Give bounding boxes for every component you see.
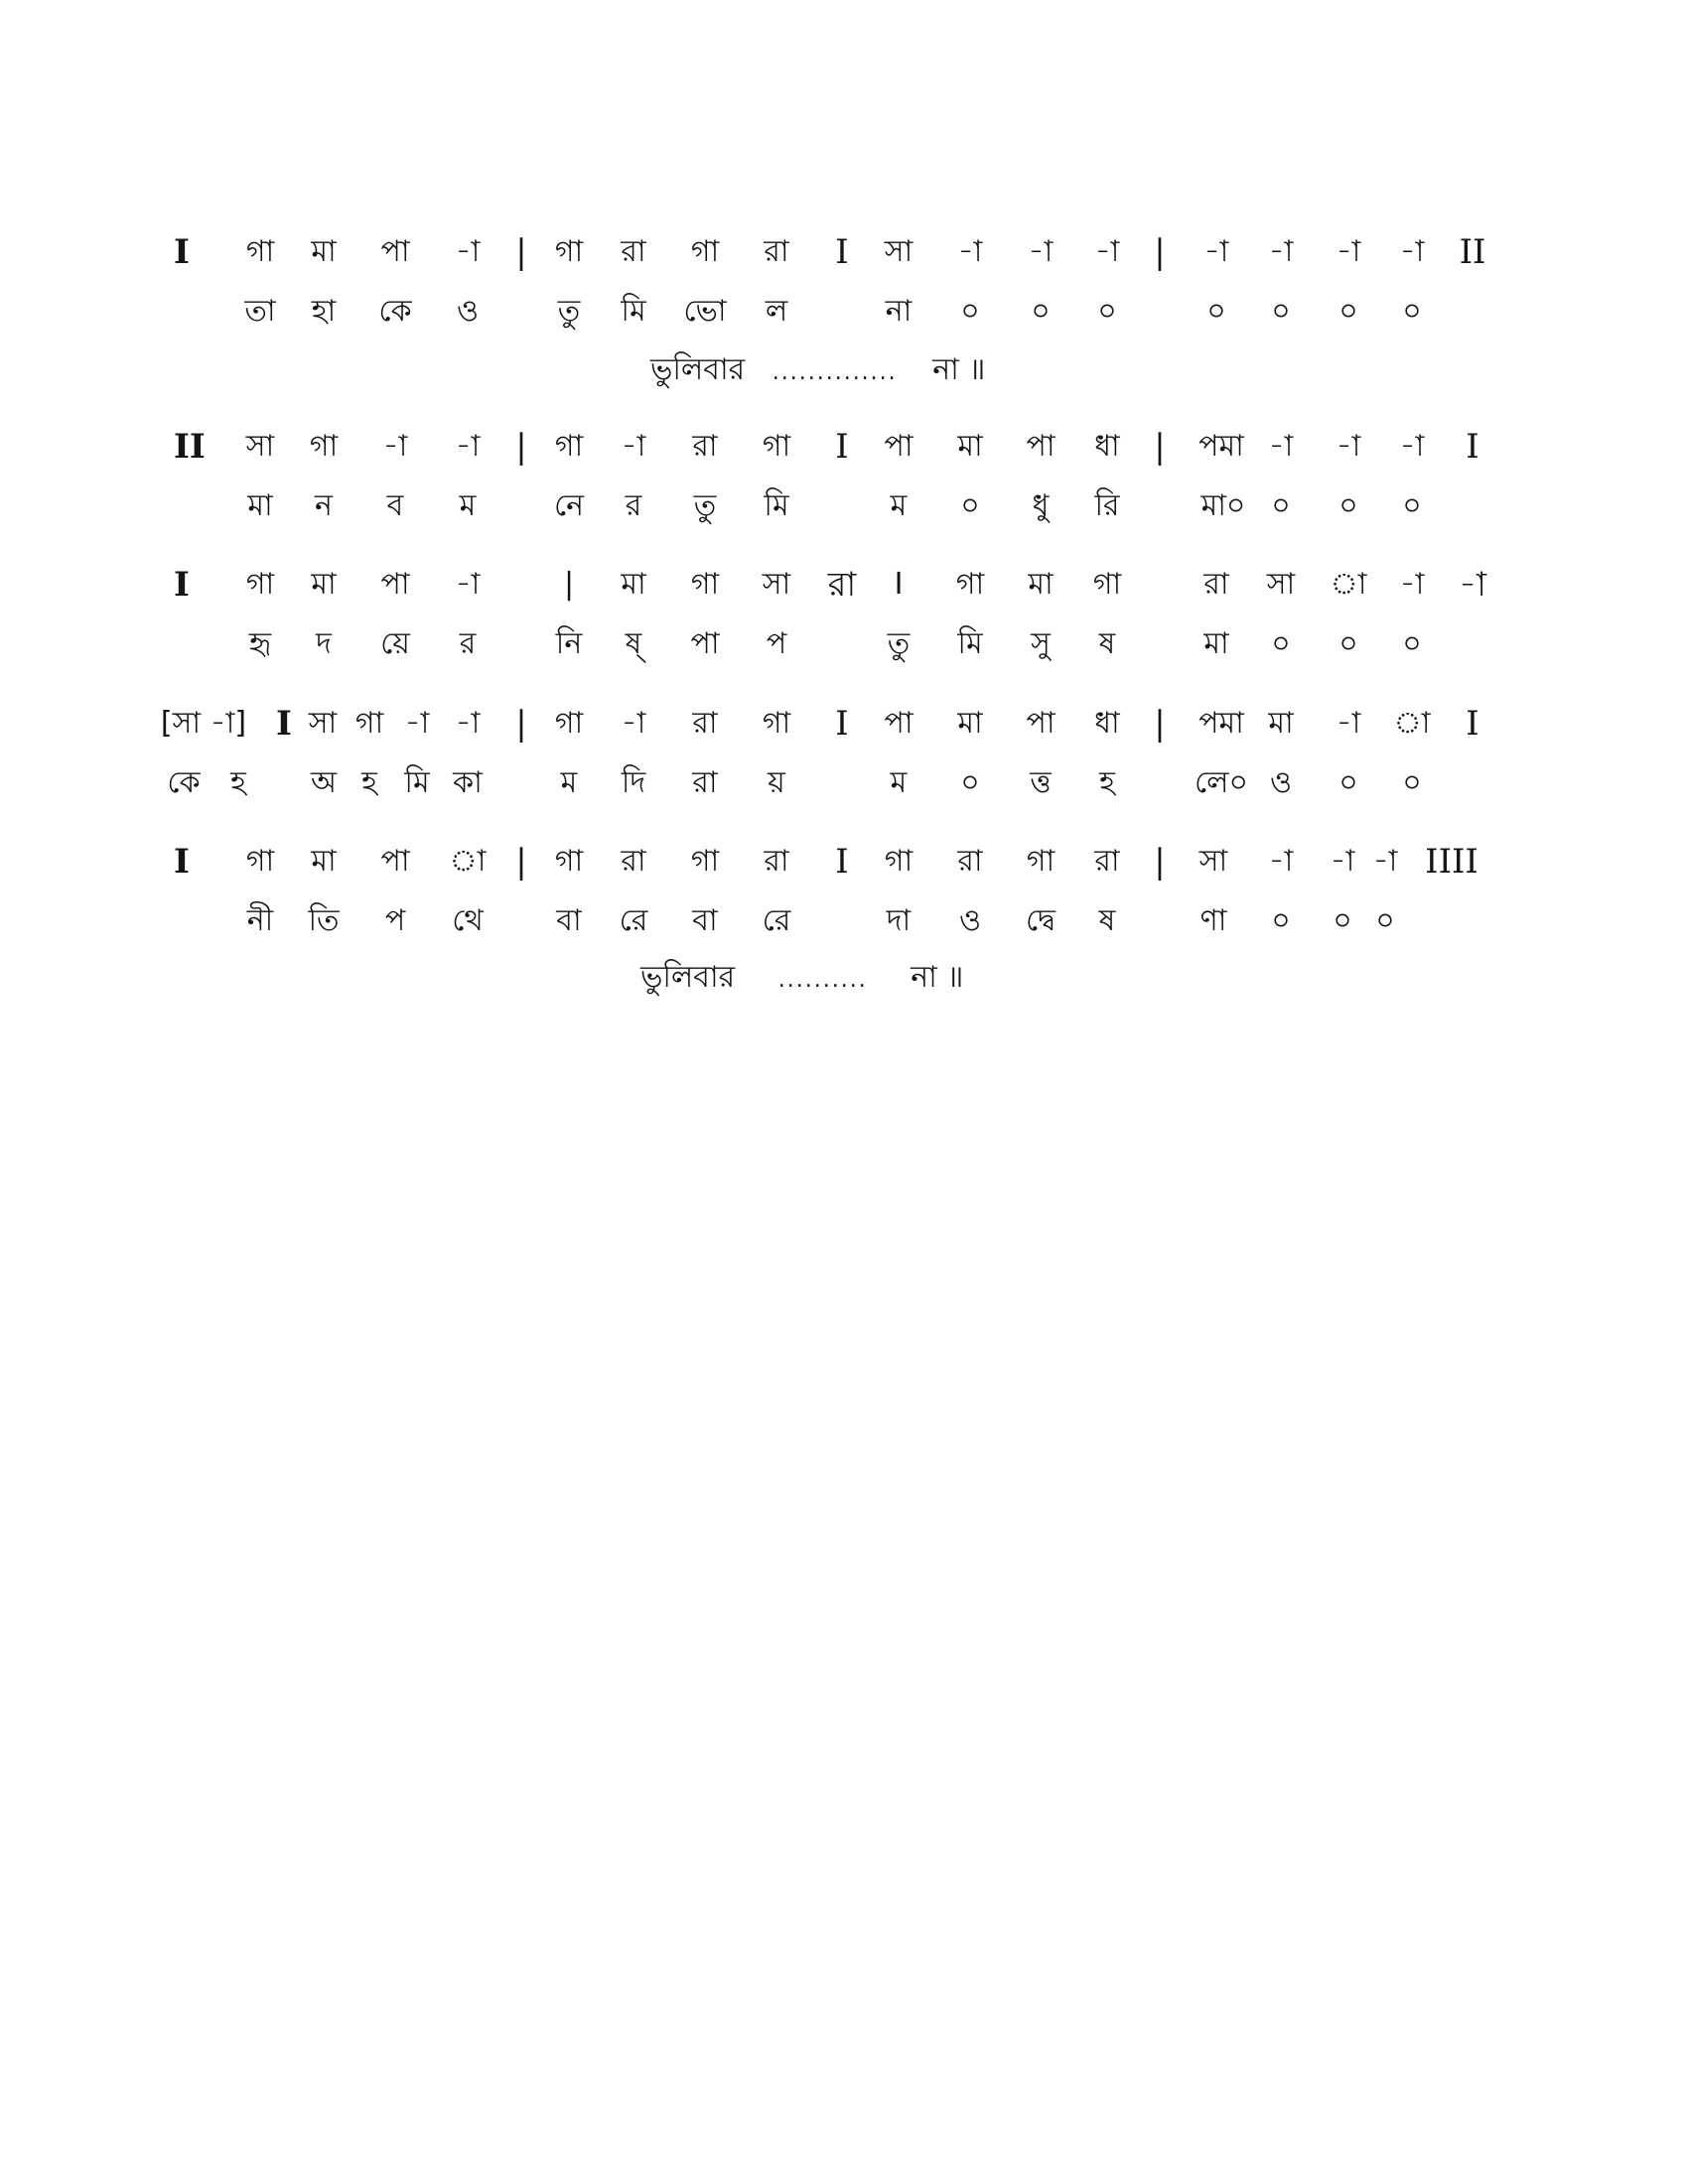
note: -া bbox=[455, 234, 481, 269]
note: পা bbox=[1026, 706, 1055, 741]
lyric-syllable: ব bbox=[386, 488, 404, 523]
note: সা bbox=[1266, 567, 1296, 602]
lyric-syllable: ণা bbox=[1199, 903, 1227, 938]
lyric-syllable: তু bbox=[557, 294, 581, 329]
line-5-lyrics bbox=[0, 891, 1688, 951]
lyric-syllable: য়ে bbox=[380, 626, 410, 661]
bar-marker: | bbox=[1154, 704, 1166, 744]
lyric-syllable: ষ্ bbox=[625, 626, 642, 661]
note: -া bbox=[621, 429, 646, 464]
note: I bbox=[894, 567, 904, 602]
note: সা bbox=[245, 429, 275, 464]
lyric-syllable: ম bbox=[890, 488, 908, 523]
note: গা bbox=[1026, 844, 1055, 879]
bar-marker: | bbox=[515, 427, 527, 467]
lyric-syllable: রে bbox=[619, 903, 648, 938]
note: রা bbox=[764, 844, 789, 879]
note: -া bbox=[1028, 234, 1054, 269]
lyric-syllable: ষ bbox=[1098, 626, 1116, 661]
note: মা bbox=[311, 844, 337, 879]
note: মা bbox=[1268, 706, 1294, 741]
lyric-syllable: ০ bbox=[1271, 626, 1291, 661]
note: রা bbox=[621, 844, 646, 879]
refrain-line bbox=[650, 341, 985, 403]
note: গা bbox=[690, 567, 720, 602]
note: -া bbox=[1330, 844, 1355, 879]
lyric-syllable: থে bbox=[452, 903, 484, 938]
lyric-syllable: ০ bbox=[1402, 294, 1422, 329]
note: -া bbox=[1336, 234, 1361, 269]
note: গা bbox=[554, 844, 584, 879]
note: পা bbox=[380, 567, 410, 602]
lyric-syllable: লে০ bbox=[1194, 765, 1249, 800]
bar-marker: | bbox=[1154, 427, 1166, 467]
lyric-syllable: ষ bbox=[1098, 903, 1116, 938]
note: রা bbox=[1203, 567, 1229, 602]
bar-marker: | bbox=[515, 704, 527, 744]
refrain-end: না ॥ bbox=[911, 960, 964, 995]
line-4-lyrics bbox=[0, 753, 1688, 813]
lyric-syllable: অ bbox=[311, 765, 337, 800]
lyric-syllable: কে bbox=[167, 765, 201, 800]
note: মা bbox=[311, 567, 337, 602]
note: -া bbox=[1336, 429, 1361, 464]
bar-marker: | bbox=[515, 232, 527, 272]
note: গা bbox=[245, 234, 275, 269]
lyric-syllable: মা bbox=[247, 488, 273, 523]
note: গা bbox=[884, 844, 914, 879]
lyric-syllable: ০ bbox=[1271, 488, 1291, 523]
lyric-syllable: দ্বে bbox=[1025, 903, 1056, 938]
lyric-syllable: ০ bbox=[1338, 294, 1358, 329]
note: গা bbox=[245, 844, 275, 879]
line-3-notes bbox=[0, 555, 1688, 614]
note: গা bbox=[690, 844, 720, 879]
bar-marker: I bbox=[835, 427, 849, 467]
note: -া bbox=[621, 706, 646, 741]
lyric-syllable: ও bbox=[456, 294, 480, 329]
note: রা bbox=[692, 706, 718, 741]
lyric-syllable: ন bbox=[315, 488, 333, 523]
lyric-syllable: না bbox=[885, 294, 913, 329]
note: সা bbox=[762, 567, 791, 602]
refrain-end: না ॥ bbox=[932, 352, 986, 387]
lyric-syllable: হ bbox=[230, 765, 246, 800]
lyric-syllable: মা০ bbox=[1200, 488, 1246, 523]
refrain-dots: .............. bbox=[772, 360, 898, 385]
lyric-syllable: ভো bbox=[683, 294, 727, 329]
note: গা bbox=[309, 429, 339, 464]
note: -া bbox=[1399, 429, 1425, 464]
note: মা bbox=[311, 234, 337, 269]
lyric-syllable: ০ bbox=[960, 765, 980, 800]
note: -া bbox=[1268, 844, 1294, 879]
refrain-word: ভুলিবার bbox=[640, 960, 736, 995]
note: মা bbox=[957, 429, 983, 464]
note: রা bbox=[621, 234, 646, 269]
lyric-syllable: রে bbox=[762, 903, 791, 938]
line-2-notes bbox=[0, 417, 1688, 477]
bar-marker: রা bbox=[827, 565, 857, 605]
refrain-dots: .......... bbox=[777, 968, 868, 993]
lyric-syllable: ০ bbox=[1338, 626, 1358, 661]
note: রা bbox=[692, 429, 718, 464]
note: -া bbox=[382, 429, 408, 464]
note: পা bbox=[884, 706, 914, 741]
bar-marker: I bbox=[1466, 427, 1479, 467]
lyric-syllable: তা bbox=[244, 294, 276, 329]
note: পা bbox=[884, 429, 914, 464]
lyric-syllable: মি bbox=[404, 765, 430, 800]
note: পমা bbox=[1198, 429, 1244, 464]
lyric-syllable: ০ bbox=[1375, 903, 1395, 938]
lyric-syllable: ০ bbox=[1271, 903, 1291, 938]
lyric-syllable: রি bbox=[1094, 488, 1120, 523]
note: গা bbox=[1092, 567, 1122, 602]
refrain-word: ভুলিবার bbox=[650, 352, 746, 387]
note: -া bbox=[1268, 429, 1294, 464]
note: -া bbox=[1094, 234, 1120, 269]
note: | bbox=[563, 567, 575, 602]
note: সা bbox=[308, 706, 338, 741]
lyric-syllable: ০ bbox=[1338, 765, 1358, 800]
note: পা bbox=[380, 844, 410, 879]
note: গা bbox=[554, 234, 584, 269]
note: -া bbox=[957, 234, 983, 269]
bar-marker: | bbox=[515, 842, 527, 882]
lyric-syllable: মি bbox=[957, 626, 983, 661]
note: া bbox=[449, 844, 487, 879]
lyric-syllable: সু bbox=[1031, 626, 1051, 661]
bar-marker: I bbox=[835, 232, 849, 272]
lyric-syllable: নি bbox=[555, 626, 583, 661]
note: গা bbox=[354, 706, 384, 741]
bar-marker: I bbox=[1466, 704, 1479, 744]
lyric-syllable: ধু bbox=[1032, 488, 1050, 523]
lyric-syllable: হ bbox=[1099, 765, 1115, 800]
note: া bbox=[1330, 567, 1367, 602]
note: -া bbox=[455, 706, 481, 741]
note: রা bbox=[957, 844, 983, 879]
lyric-syllable: ত্ত bbox=[1030, 765, 1052, 800]
note: পমা bbox=[1198, 706, 1244, 741]
lyric-syllable: কা bbox=[453, 765, 483, 800]
note: -া bbox=[455, 567, 481, 602]
lyric-syllable: দি bbox=[621, 765, 646, 800]
bar-marker: I bbox=[174, 232, 190, 272]
line-1-notes bbox=[0, 222, 1688, 282]
note: [সা -া] bbox=[160, 706, 247, 741]
lyric-syllable: ০ bbox=[1338, 488, 1358, 523]
note: গা bbox=[245, 567, 275, 602]
lyric-syllable: বা bbox=[556, 903, 582, 938]
lyric-syllable: ০ bbox=[1402, 765, 1422, 800]
note: পা bbox=[380, 234, 410, 269]
note: -া bbox=[1372, 844, 1398, 879]
lyric-syllable: ০ bbox=[1031, 294, 1051, 329]
note: -া bbox=[1399, 567, 1425, 602]
lyric-syllable: য় bbox=[768, 765, 785, 800]
note: -া bbox=[1268, 234, 1294, 269]
lyric-syllable: ম bbox=[890, 765, 908, 800]
note: সা bbox=[884, 234, 914, 269]
bar-marker: | bbox=[1154, 232, 1166, 272]
lyric-syllable: ম bbox=[560, 765, 578, 800]
lyric-syllable: রা bbox=[692, 765, 718, 800]
bar-marker: | bbox=[1154, 842, 1166, 882]
bar-marker: II bbox=[174, 427, 206, 467]
note: -া bbox=[1336, 706, 1361, 741]
lyric-syllable: ০ bbox=[1402, 626, 1422, 661]
lyric-syllable: র bbox=[625, 488, 642, 523]
lyric-syllable: মি bbox=[764, 488, 789, 523]
note: মা bbox=[1028, 567, 1054, 602]
note: মা bbox=[957, 706, 983, 741]
line-1-lyrics bbox=[0, 282, 1688, 341]
note: া bbox=[1393, 706, 1431, 741]
line-4-notes bbox=[0, 694, 1688, 753]
bar-marker: IIII bbox=[1425, 842, 1478, 882]
lyric-syllable: ০ bbox=[1333, 903, 1352, 938]
lyric-syllable: ০ bbox=[1402, 488, 1422, 523]
note: ধা bbox=[1094, 706, 1120, 741]
note: ধা bbox=[1094, 429, 1120, 464]
lyric-syllable: বা bbox=[692, 903, 718, 938]
lyric-syllable: ০ bbox=[1271, 294, 1291, 329]
lyric-syllable: ম bbox=[459, 488, 477, 523]
lyric-syllable: পা bbox=[690, 626, 720, 661]
bar-marker: II bbox=[1459, 232, 1486, 272]
lyric-syllable: হা bbox=[311, 294, 337, 329]
bar-marker: I bbox=[276, 704, 292, 744]
line-2-lyrics bbox=[0, 477, 1688, 536]
lyric-syllable: র bbox=[459, 626, 477, 661]
lyric-syllable: নী bbox=[246, 903, 274, 938]
note: -া bbox=[455, 429, 481, 464]
lyric-syllable: ল bbox=[765, 294, 788, 329]
lyric-syllable: কে bbox=[378, 294, 412, 329]
note: গা bbox=[762, 429, 791, 464]
bar-marker: I bbox=[174, 842, 190, 882]
lyric-syllable: প bbox=[384, 903, 406, 938]
note: গা bbox=[690, 234, 720, 269]
bar-marker: -া bbox=[1459, 565, 1486, 605]
bar-marker: I bbox=[835, 704, 849, 744]
lyric-syllable: ও bbox=[1269, 765, 1293, 800]
lyric-syllable: তু bbox=[887, 626, 911, 661]
note: -া bbox=[1399, 234, 1425, 269]
refrain-line bbox=[640, 948, 963, 1011]
line-3-lyrics bbox=[0, 614, 1688, 674]
note: -া bbox=[1203, 234, 1229, 269]
lyric-syllable: ও bbox=[958, 903, 982, 938]
note: গা bbox=[554, 706, 584, 741]
lyric-syllable: ০ bbox=[960, 294, 980, 329]
lyric-syllable: নে bbox=[553, 488, 585, 523]
note: গা bbox=[955, 567, 985, 602]
lyric-syllable: দ bbox=[316, 626, 332, 661]
lyric-syllable: মি bbox=[621, 294, 646, 329]
note: -া bbox=[404, 706, 430, 741]
lyric-syllable: প bbox=[766, 626, 787, 661]
note: গা bbox=[554, 429, 584, 464]
lyric-syllable: ০ bbox=[1097, 294, 1117, 329]
lyric-syllable: হৃ bbox=[248, 626, 272, 661]
lyric-syllable: ০ bbox=[1206, 294, 1226, 329]
lyric-syllable: হ bbox=[361, 765, 377, 800]
bar-marker: I bbox=[835, 842, 849, 882]
note: পা bbox=[1026, 429, 1055, 464]
lyric-syllable: ০ bbox=[960, 488, 980, 523]
bar-marker: I bbox=[174, 565, 190, 605]
note: রা bbox=[1094, 844, 1120, 879]
note: সা bbox=[1198, 844, 1228, 879]
note: গা bbox=[762, 706, 791, 741]
lyric-syllable: মা bbox=[1203, 626, 1229, 661]
lyric-syllable: তি bbox=[308, 903, 340, 938]
note: রা bbox=[764, 234, 789, 269]
line-5-notes bbox=[0, 832, 1688, 891]
lyric-syllable: তু bbox=[693, 488, 717, 523]
lyric-syllable: দা bbox=[886, 903, 912, 938]
note: মা bbox=[621, 567, 646, 602]
